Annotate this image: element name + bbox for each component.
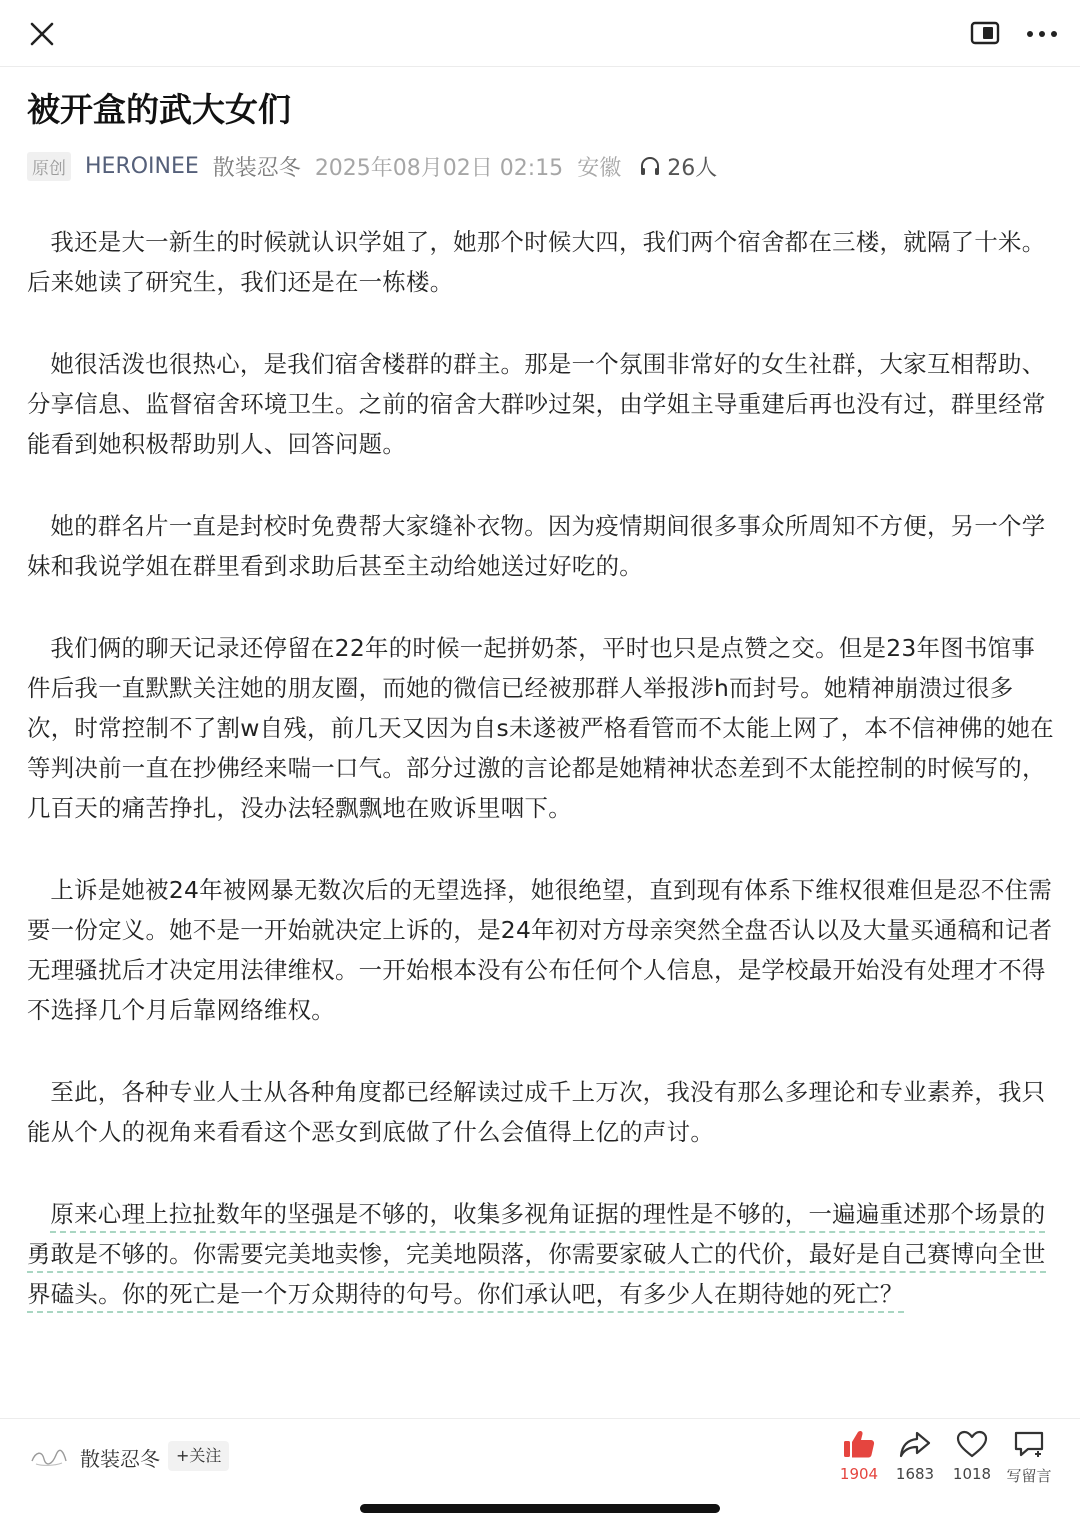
listen-button[interactable] xyxy=(639,151,717,182)
comment-button[interactable] xyxy=(994,1429,1064,1486)
more-button[interactable] xyxy=(1020,14,1064,54)
comment-bubble-icon xyxy=(1012,1429,1046,1459)
follow-button[interactable]: +关注 xyxy=(168,1441,229,1471)
underlined-quote[interactable]: 原来心理上拉扯数年的坚强是不够的，收集多视角证据的理性是不够的，一遍遍重述那个场景的勇敢是不够的。你需要完美地卖惨，完美地陨落，你需要家破人亡的代价，最好是自己赛博向全世界磕头。你的死亡是一个万众期待的句号。你们承认吧，有多少人在期待她的死亡？ xyxy=(27,1200,1046,1313)
account-name[interactable]: HEROINEE xyxy=(85,153,199,179)
paragraph-1: 我还是大一新生的时候就认识学姐了，她那个时候大四，我们两个宿舍都在三楼，就隔了十米。后来她读了研究生，我们还是在一栋楼。 xyxy=(27,228,1046,296)
home-indicator[interactable] xyxy=(360,1504,720,1513)
original-badge: 原创 xyxy=(27,152,71,181)
article-meta xyxy=(27,148,717,184)
headphones-icon xyxy=(639,155,661,177)
paragraph-2: 她很活泼也很热心，是我们宿舍楼群的群主。那是一个氛围非常好的女生社群，大家互相帮助、分享信息、监督宿舍环境卫生。之前的宿舍大群吵过架，由学姐主导重建后再也没有过，群里经常能看到她积极帮助别人、回答问题。 xyxy=(27,350,1046,458)
article-title: 被开盒的武大女们 xyxy=(27,90,291,129)
author-alias: 散装忍冬 xyxy=(212,155,301,181)
location: 安徽 xyxy=(577,155,622,181)
heart-icon xyxy=(955,1429,989,1459)
favorite-count: 1018 xyxy=(952,1465,992,1483)
top-bar xyxy=(0,0,1080,67)
reader-mode-icon xyxy=(966,16,1006,52)
more-dots-icon xyxy=(1020,14,1064,54)
share-count: 1683 xyxy=(895,1465,935,1483)
article-body xyxy=(27,222,1055,1356)
comment-label: 写留言 xyxy=(1006,1467,1052,1485)
bottom-author-name[interactable]: 散装忍冬 xyxy=(80,1447,160,1471)
like-count: 1904 xyxy=(839,1465,879,1483)
paragraph-4: 我们俩的聊天记录还停留在22年的时候一起拼奶茶，平时也只是点赞之交。但是23年图书馆事件后我一直默默关注她的朋友圈，而她的微信已经被那群人举报涉h而封号。她精神崩溃过很多次，时常控制不了割w自残，前几天又因为自s未遂被严格看管而不太能上网了，本不信神佛的她在等判决前一直在抄佛经来喘一口气。部分过激的言论都是她精神状态差到不太能控制的时候写的，几百天的痛苦挣扎，没办法轻飘飘地在败诉里咽下。 xyxy=(27,634,1054,822)
share-arrow-icon xyxy=(898,1429,932,1459)
paragraph-5: 上诉是她被24年被网暴无数次后的无望选择，她很绝望，直到现有体系下维权很难但是忍不住需要一份定义。她不是一开始就决定上诉的，是24年初对方母亲突然全盘否认以及大量买通稿和记者无理骚扰后才决定用法律维权。一开始根本没有公布任何个人信息，是学校最开始没有处理才不得不选择几个月后靠网络维权。 xyxy=(27,876,1053,1024)
author-logo-icon xyxy=(30,1447,68,1469)
close-button[interactable] xyxy=(22,14,62,54)
publish-date: 2025年08月02日 02:15 xyxy=(314,155,564,181)
listener-count: 26人 xyxy=(667,155,718,181)
close-icon xyxy=(22,14,62,54)
thumbs-up-icon xyxy=(842,1429,876,1459)
reader-mode-button[interactable] xyxy=(966,16,1006,52)
paragraph-6: 至此，各种专业人士从各种角度都已经解读过成千上万次，我没有那么多理论和专业素养，我只能从个人的视角来看看这个恶女到底做了什么会值得上亿的声讨。 xyxy=(27,1078,1046,1146)
paragraph-7-underlined xyxy=(27,1194,1055,1314)
paragraph-3: 她的群名片一直是封校时免费帮大家缝补衣物。因为疫情期间很多事众所周知不方便，另一个学妹和我说学姐在群里看到求助后甚至主动给她送过好吃的。 xyxy=(27,512,1046,580)
